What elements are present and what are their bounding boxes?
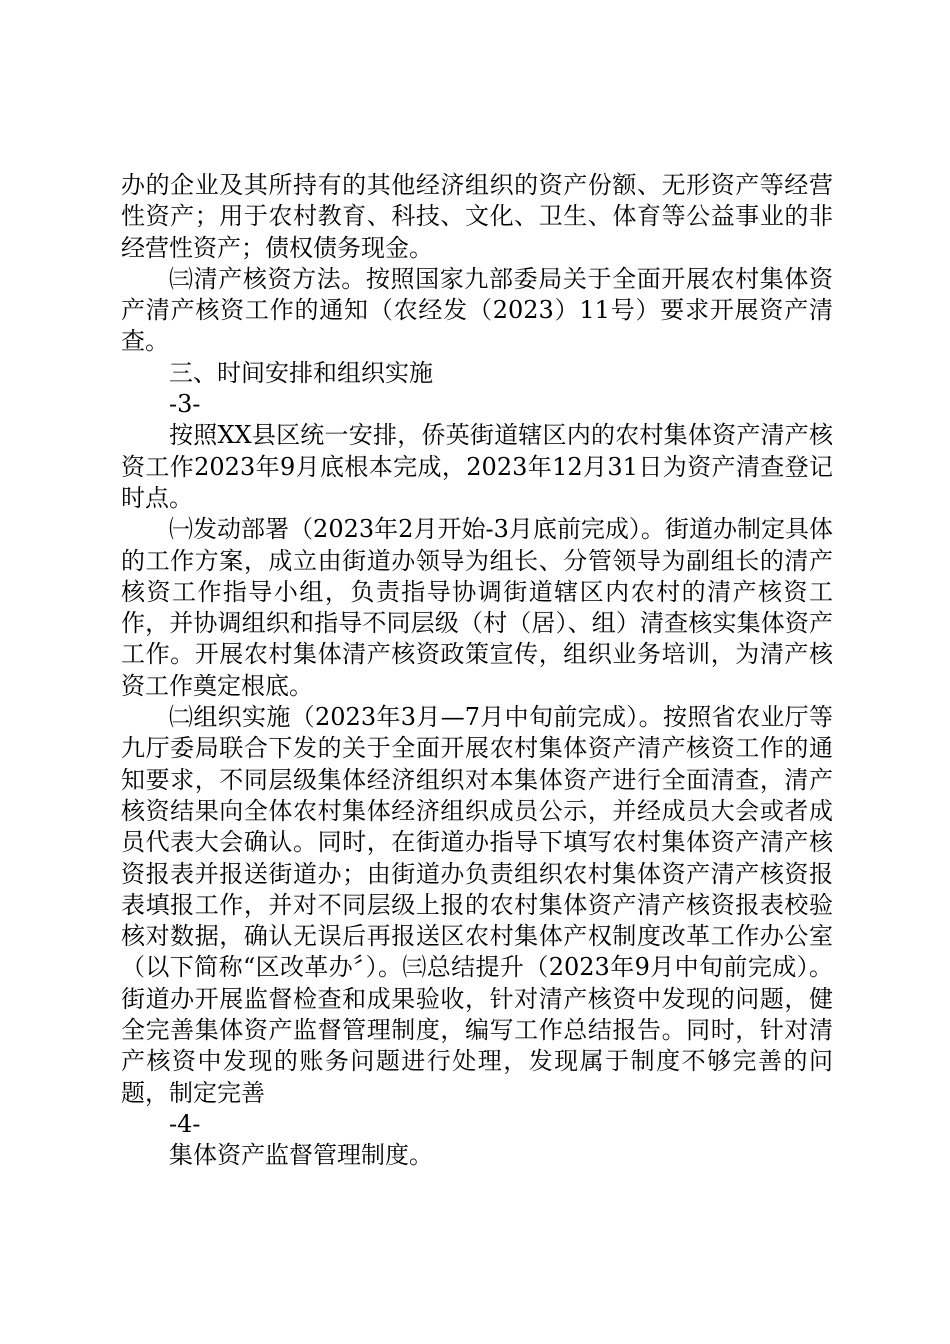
document-page (121, 170, 833, 1172)
paragraph-method: ㈢清产核资方法。按照国家九部委局关于全面开展农村集体资产清产核资工作的通知（农经发（2023）11号）要求开展资产清查。 (121, 264, 833, 356)
paragraph-closing: 集体资产监督管理制度。 (169, 1141, 433, 1170)
paragraph-mobilization: ㈠发动部署（2023年2月开始-3月底前完成）。街道办制定具体的工作方案，成立由街道办领导为组长、分管领导为副组长的清产核资工作指导小组，负责指导协调街道辖区内农村的清产核资工作，并协调组织和指导不同层级（村（居）、组）清查核实集体资产工作。开展农村集体清产核资政策宣传，组织业务培训，为清产核资工作奠定根底。 (121, 515, 833, 700)
paragraph-overall-plan: 按照XX县区统一安排，侨英街道辖区内的农村集体资产清产核资工作2023年9月底根本完成，2023年12月31日为资产清查登记时点。 (121, 421, 833, 512)
paragraph-asset-scope: 办的企业及其所持有的其他经济组织的资产份额、无形资产等经营性资产；用于农村教育、科技、文化、卫生、体育等公益事业的非经营性资产；债权债务现金。 (121, 171, 833, 262)
paragraph-implementation: ㈡组织实施（2023年3月—7月中旬前完成）。按照省农业厅等九厅委局联合下发的关于全面开展农村集体资产清产核资工作的通知要求，不同层级集体经济组织对本集体资产进行全面清查，清产核资结果向全体农村集体经济组织成员公示，并经成员大会或者成员代表大会确认。同时，在街道办指导下填写农村集体资产清产核资报表并报送街道办；由街道办负责组织农村集体资产清产核资报表填报工作，并对不同层级上报的农村集体资产清产核资报表校验核对数据，确认无误后再报送区农村集体产权制度改革工作办公室（以下简称“区改革办〞）。㈢总结提升（2023年9月中旬前完成）。街道办开展监督检查和成果验收，针对清产核资中发现的问题，健全完善集体资产监督管理制度，编写工作总结报告。同时，针对清产核资中发现的账务问题进行处理，发现属于制度不够完善的问题，制定完善 (121, 703, 833, 1107)
section-heading-schedule: 三、时间安排和组织实施 (169, 358, 433, 387)
page-number-4: -4- (169, 1109, 201, 1138)
page-number-3: -3- (169, 390, 201, 419)
